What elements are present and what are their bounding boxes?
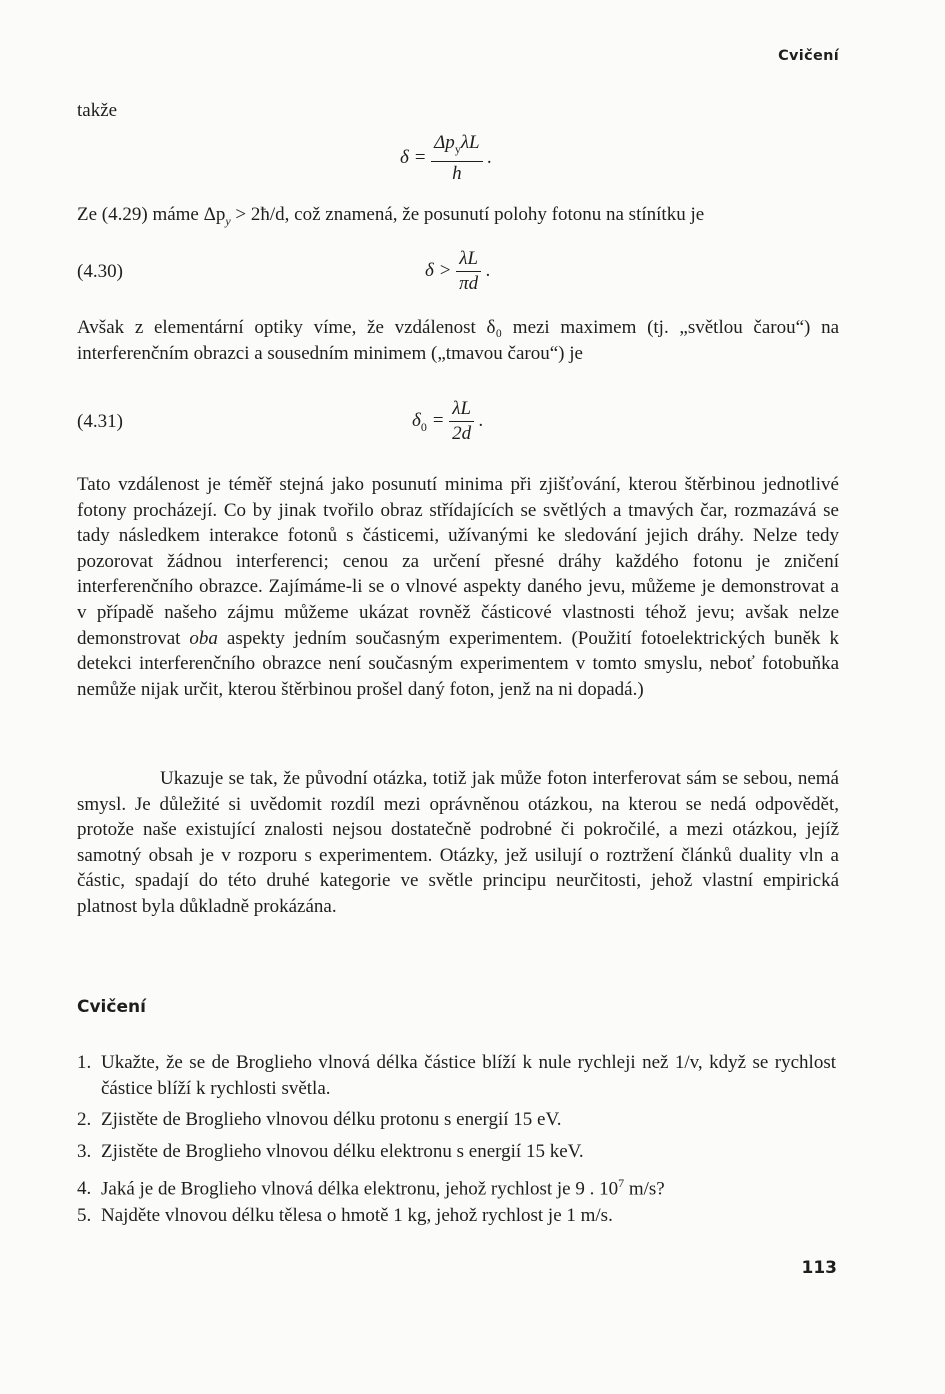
eq-lhs: δ =: [400, 146, 427, 168]
paragraph-interference: Tato vzdálenost je téměř stejná jako posunutí minima při zjišťování, kterou štěrbinou jednotlivé fotony procházejí. Co by jinak tvořilo obraz střídajících se světlých a tmavých čar, rozmazává se tady následkem interakce fotonů s částicemi, užívanými ke sledování jejich dráhy. Nelze tedy pozorovat žádnou interferenci; cenou za určení přesné dráhy každého fotonu je zničení interferenčního obrazce. Zajímáme-li se o vlnové aspekty daného jevu, můžeme je demonstrovat a v případě našeho zájmu můžeme ukázat rovněž částicové vlastnosti téhož jevu; avšak nelze demonstrovat oba aspekty jedním současným experimentem. (Použití fotoelektrických buněk k detekci interferenčního obrazce není současným experimentem v tomto smyslu, neboť fotobuňka nemůže nijak určit, kterou štěrbinou prošel daný foton, jenž na ni dopadá.): [77, 474, 839, 700]
running-head: Cvičení: [778, 48, 839, 64]
eq-period: .: [478, 409, 484, 431]
equation-4-31: [412, 397, 484, 446]
eq-lhs: δ >: [425, 259, 452, 281]
equation-delta: [400, 131, 492, 186]
eq-denominator: 2d: [452, 423, 472, 444]
eq-fraction: [456, 247, 481, 296]
exercise-item: 2. Zjistěte de Broglieho vlnovou délku protonu s energií 15 eV.: [77, 1109, 562, 1130]
exercises-heading: Cvičení: [77, 997, 146, 1017]
paragraph-optics: Avšak z elementární optiky víme, že vzdálenost δ₀ mezi maximem (tj. „světlou čarou“) na interferenčním obrazci a sousedním minimem („tmavou čarou“) je: [77, 317, 839, 364]
page-number: 113: [801, 1258, 837, 1278]
eq-denominator: πd: [459, 273, 479, 294]
exercise-item: 1. Ukažte, že se de Broglieho vlnová délka částice blíží k nule rychleji než 1/v, když se rychlost částice blíží k rychlosti světla.: [77, 1052, 836, 1099]
paragraph-conclusion: Ukazuje se tak, že původní otázka, totiž jak může foton interferovat sám se sebou, nemá smysl. Je důležité si uvědomit rozdíl mezi oprávněnou otázkou, na kterou se nedá odpovědět, protože naše existující znalosti nejsou dostatečně podrobné či pokročilé, a mezi otázkou, jejíž samotný obsah je v rozporu s experimentem. Otázky, jež usilují o roztržení článků duality vln a částic, spadají do této druhé kategorie ve světle principu neurčitosti, jehož vlastní empirická platnost byla důkladně prokázána.: [77, 768, 839, 917]
equation-label-4-31: (4.31): [77, 411, 123, 432]
eq-period: .: [485, 259, 491, 281]
eq-lhs: $\delta_0$ =: [412, 409, 445, 434]
exercise-item: 5. Najděte vlnovou délku tělesa o hmotě 1 kg, jehož rychlost je 1 m/s.: [77, 1205, 613, 1226]
equation-4-30: [425, 247, 491, 296]
eq-period: .: [487, 146, 493, 168]
italic-oba: oba: [189, 627, 218, 649]
eq-denominator: h: [452, 162, 462, 184]
exercise-item: 3. Zjistěte de Broglieho vlnovou délku elektronu s energií 15 keV.: [77, 1141, 584, 1162]
eq-fraction: [449, 397, 474, 446]
eq-numerator: λL: [456, 247, 481, 272]
equation-label-4-30: (4.30): [77, 261, 123, 282]
sentence-momentum: Ze (4.29) máme $\Delta p_y$ > 2ħ/d, což znamená, že posunutí polohy fotonu na stínítku je: [77, 204, 705, 228]
lead-word: takže: [77, 100, 118, 121]
eq-fraction: [431, 131, 482, 186]
exercise-item: 4. Jaká je de Broglieho vlnová délka elektronu, jehož rychlost je 9 . $10^7$ m/s?: [77, 1176, 665, 1200]
eq-numerator: $\Delta p_y\lambda L$: [431, 131, 482, 162]
eq-numerator: λL: [449, 397, 474, 422]
